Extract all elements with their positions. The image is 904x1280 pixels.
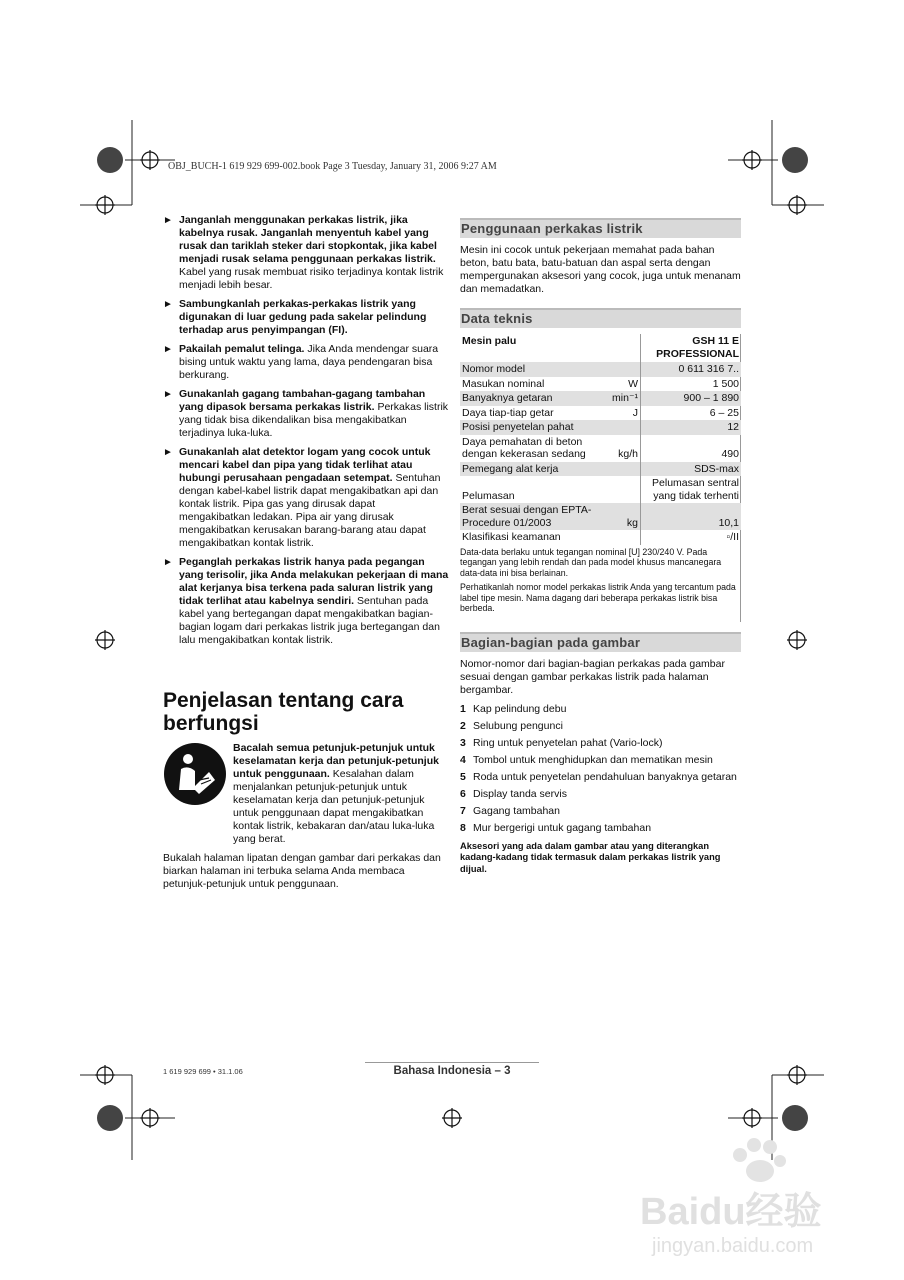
spec-label: Daya tiap-tiap getar [462, 406, 554, 419]
usage-text: Mesin ini cocok untuk pekerjaan memahat pada bahan beton, batu bata, batu-batuan dan aspal serta dengan mempergunakan aksesori yang cocok, juga untuk menanam dan memadatkan. [460, 244, 741, 295]
fold-page-text: Bukalah halaman lipatan dengan gambar dari perkakas dan biarkan halaman ini terbuka selama Anda membaca petunjuk-petunjuk untuk penggunaan. [163, 852, 441, 890]
list-item [460, 703, 741, 716]
spec-value: 6 – 25 [709, 406, 739, 419]
spec-row [460, 503, 741, 530]
part-number: 4 [460, 753, 466, 766]
bullet-arrow-icon: ► [163, 215, 173, 226]
list-item [460, 720, 741, 733]
note-voltage: Data-data berlaku untuk tegangan nominal [U] 230/240 V. Pada tegangan yang lebih rendah dan pada model khusus mancanegara data-data ini bisa berlainan. [460, 546, 722, 578]
list-item [460, 805, 741, 818]
spec-label: Masukan nominal [462, 377, 545, 390]
read-manual-icon [163, 742, 227, 806]
bullet-arrow-icon: ► [163, 389, 173, 400]
spec-row [460, 406, 741, 421]
tech-data-heading: Data teknis [460, 308, 741, 328]
spec-row [460, 391, 741, 406]
spec-unit: kg/h [598, 435, 641, 462]
bullet-arrow-icon: ► [163, 557, 173, 568]
spec-label: Nomor model [460, 362, 598, 377]
heading-line-2: berfungsi [163, 712, 259, 735]
spec-value: SDS-max [641, 462, 742, 477]
right-column [460, 218, 741, 875]
part-number: 7 [460, 804, 466, 817]
safety-bullet: ► Janganlah menggunakan perkakas listrik, jika kabelnya rusak. Janganlah menyentuh kabel yang rusak dan tariklah steker dari stopkontak, jika kabel menjadi rusak selama penggunaan perkakas listrik. Kabel yang rusak membuat risiko terjadinya kontak listrik menjadi lebih besar. [163, 214, 444, 291]
paw-icon [728, 1135, 788, 1185]
part-name: Mur bergerigi untuk gagang tambahan [473, 821, 652, 834]
heading-line-1: Penjelasan tentang cara [163, 689, 404, 712]
section-heading [163, 689, 449, 735]
spec-unit [598, 530, 641, 545]
spec-label: Banyaknya getaran [460, 391, 598, 406]
spec-row [460, 435, 741, 462]
tech-data-table [460, 334, 741, 545]
spec-value: 1 500 [712, 377, 739, 390]
read-bold: Bacalah semua petunjuk-petunjuk untuk keselamatan kerja dan petunjuk-petunjuk untuk penggunaan. [233, 742, 439, 780]
spec-unit: kg [598, 503, 641, 530]
watermark-url: jingyan.baidu.com [652, 1235, 814, 1257]
read-rest: Kesalahan dalam menjalankan petunjuk-petunjuk untuk keselamatan kerja dan petunjuk-petunjuk untuk penggunaan dapat mengakibatkan kontak listrik, kebakaran dan/atau luka-luka yang berat. [233, 768, 435, 845]
note-model: Perhatikanlah nomor model perkakas listrik Anda yang tercantum pada label tipe mesin. Nama dagang dari beberapa perkakas listrik bisa berbeda. [460, 582, 736, 613]
spec-row [460, 476, 741, 503]
part-number: 1 [460, 702, 466, 715]
watermark-logo: Baidu经验 [640, 1191, 822, 1233]
spec-label: Klasifikasi keamanan [462, 531, 561, 543]
footer-code: 1 619 929 699 • 31.1.06 [163, 1067, 243, 1076]
print-header: OBJ_BUCH-1 619 929 699-002.book Page 3 Tuesday, January 31, 2006 9:27 AM [168, 161, 497, 172]
part-name: Gagang tambahan [473, 804, 560, 817]
spec-label: Posisi penyetelan pahat [460, 420, 598, 435]
usage-heading: Penggunaan perkakas listrik [460, 218, 741, 238]
read-instructions-block [163, 742, 449, 846]
spec-value: 0 611 316 7.. [641, 362, 742, 377]
spec-label: Pelumasan [462, 489, 515, 502]
list-item [460, 771, 741, 784]
safety-bullet: ► Peganglah perkakas listrik hanya pada pegangan yang terisolir, jika Anda melakukan pekerjaan di mana alat kerjanya bisa terkena pada saluran listrik yang tidak terlihat atau kabelnya sendiri. Sentuhan pada kabel yang bertegangan dapat mengakibatkan bagian-bagian logam dari perkakas listrik juga bertegangan dan lalu mengakibatkan kontak listrik. [163, 556, 449, 646]
spec-unit: J [598, 406, 641, 421]
part-name: Ring untuk penyetelan pahat (Vario-lock) [473, 736, 663, 749]
spec-value: 12 [641, 420, 742, 435]
spec-unit [598, 420, 641, 435]
safety-bullet: ► Pakailah pemalut telinga. Jika Anda mendengar suara bising untuk waktu yang lama, daya pendengaran bisa berkurang. [163, 343, 439, 381]
list-item [460, 754, 741, 767]
read-instructions-text [233, 742, 449, 846]
spec-value: Pelumasan sentral yang tidak terhenti [652, 477, 739, 502]
spec-row [460, 362, 741, 377]
table-header-row [460, 334, 741, 362]
parts-intro: Nomor-nomor dari bagian-bagian perkakas pada gambar sesuai dengan gambar perkakas listrik pada halaman bergambar. [460, 657, 725, 696]
watermark [640, 1160, 880, 1258]
safety-bullet: ► Sambungkanlah perkakas-perkakas listrik yang digunakan di luar gedung pada sakelar pelindung terhadap arus penyimpangan (FI). [163, 298, 427, 336]
spec-unit: min⁻¹ [598, 391, 641, 406]
spec-row [460, 420, 741, 435]
part-number: 2 [460, 719, 466, 732]
part-number: 3 [460, 736, 466, 749]
header-label: Mesin palu [462, 335, 517, 347]
spec-row [460, 530, 741, 545]
accessory-note: Aksesori yang ada dalam gambar atau yang diterangkan kadang-kadang tidak termasuk dalam perkakas listrik yang dijual. [460, 840, 721, 874]
safety-bullet: ► Gunakanlah gagang tambahan-gagang tambahan yang dipasok bersama perkakas listrik. Perkakas listrik yang tidak bisa dikendalikan bisa mengakibatkan terjadinya luka-luka. [163, 388, 449, 439]
part-name: Display tanda servis [473, 787, 567, 800]
part-name: Kap pelindung debu [473, 702, 567, 715]
part-name: Tombol untuk menghidupkan dan mematikan mesin [473, 753, 713, 766]
spec-label: Pemegang alat kerja [460, 462, 598, 477]
safety-bullets [163, 214, 449, 647]
header-model: GSH 11 E PROFESSIONAL [656, 335, 739, 360]
bullet-arrow-icon: ► [163, 344, 173, 355]
part-name: Roda untuk penyetelan pendahuluan banyaknya getaran [473, 770, 737, 783]
safety-bullet: ► Gunakanlah alat detektor logam yang cocok untuk mencari kabel dan pipa yang tidak terlihat atau hubungi perusahaan pengadaan setempat. Sentuhan dengan kabel-kabel listrik dapat mengakibatkan api dan kontak listrik. Pipa gas yang dirusak dapat mengakibatkan ledakan. Pipa air yang dirusak mengakibatkan kerusakan barang-barang atau dapat mengakibatkan kontak listrik. [163, 446, 441, 549]
tech-data-box [460, 334, 741, 622]
part-name: Selubung pengunci [473, 719, 563, 732]
spec-row [460, 377, 741, 392]
list-item [460, 737, 741, 750]
spec-label: Berat sesuai dengan EPTA-Procedure 01/2003 [460, 503, 598, 530]
spec-unit [598, 476, 641, 503]
spec-unit: W [598, 377, 641, 392]
left-column [163, 214, 449, 891]
spec-label: Daya pemahatan di beton dengan kekerasan sedang [462, 435, 586, 460]
spec-unit [598, 362, 641, 377]
spec-value: 10,1 [641, 503, 742, 530]
parts-heading: Bagian-bagian pada gambar [460, 632, 741, 652]
bullet-arrow-icon: ► [163, 299, 173, 310]
list-item [460, 822, 741, 835]
part-number: 5 [460, 770, 466, 783]
spec-value: ▫/II [726, 531, 739, 543]
spec-value: 900 – 1 890 [641, 391, 742, 406]
part-number: 6 [460, 787, 466, 800]
footer-page: Bahasa Indonesia – 3 [365, 1062, 539, 1077]
spec-value: 490 [721, 448, 739, 460]
spec-row [460, 462, 741, 477]
bullet-arrow-icon: ► [163, 447, 173, 458]
parts-list [460, 703, 741, 835]
part-number: 8 [460, 821, 466, 834]
spec-unit [598, 462, 641, 477]
list-item [460, 788, 741, 801]
